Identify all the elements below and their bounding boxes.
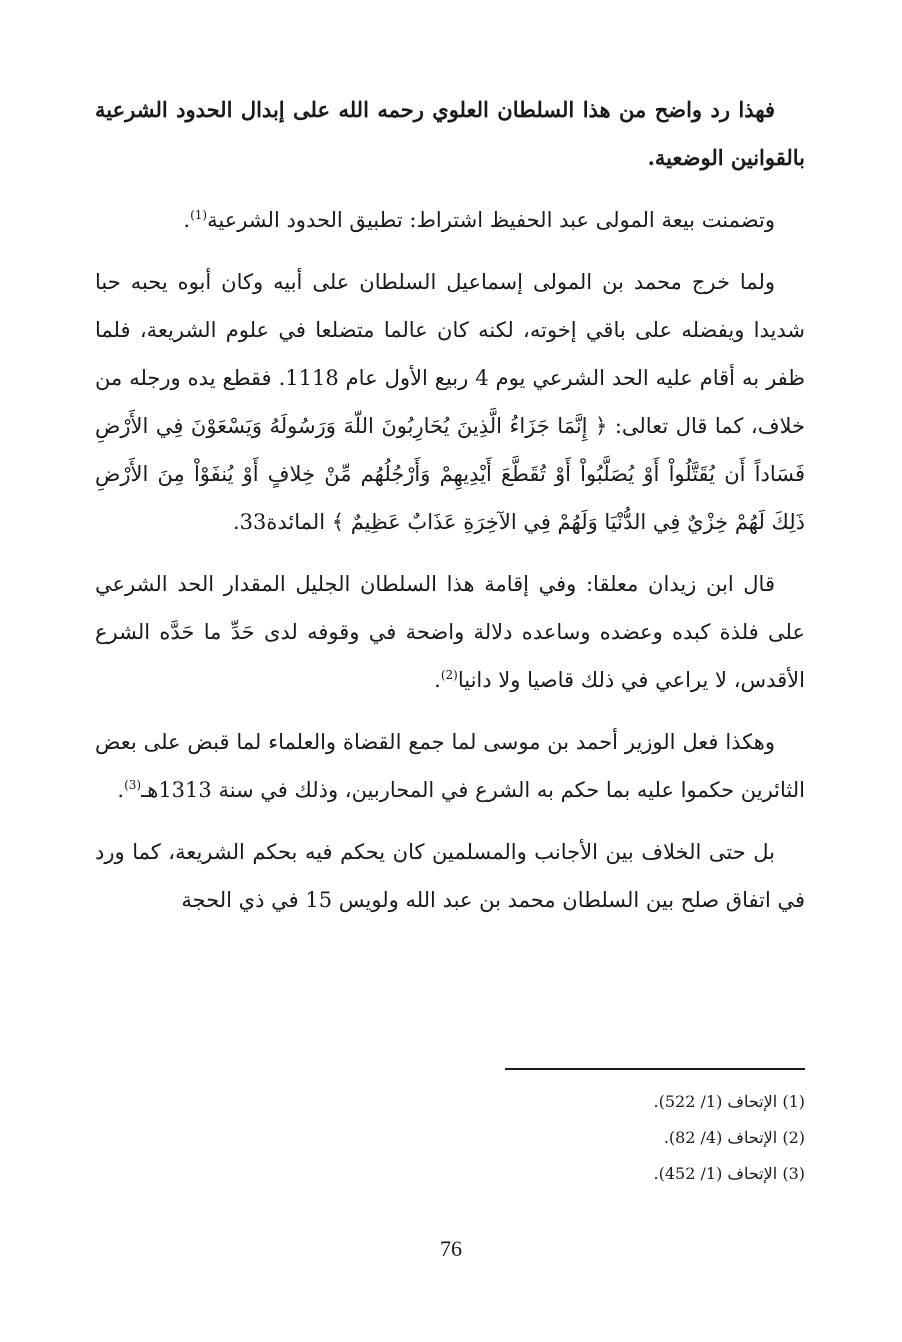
paragraph-2: وتضمنت بيعة المولى عبد الحفيظ اشتراط: تطبيق الحدود الشرعية$^{(1)}$. bbox=[183, 208, 775, 232]
footnote-separator bbox=[505, 1068, 805, 1070]
paragraph-4: قال ابن زيدان معلقا: وفي إقامة هذا السلطان الجليل المقدار الحد الشرعي على فلذة كبده وعضده وساعده دلالة واضحة في وقوفه لدى حَدِّ ما حَدَّه الشرع الأقدس، لا يراعي في ذلك قاصيا ولا دانيا$^{(2)}$. bbox=[95, 572, 805, 692]
page-number: 76 bbox=[440, 1236, 462, 1261]
footnote-ref-2[interactable]: (2) bbox=[440, 668, 458, 682]
paragraph-6: بل حتى الخلاف بين الأجانب والمسلمين كان يحكم فيه بحكم الشريعة، كما ورد في اتفاق صلح بين السلطان محمد بن عبد الله ولويس 15 في ذي الحجة bbox=[95, 840, 805, 912]
footnote-2: (2) الإتحاف (4/ 82). bbox=[663, 1128, 805, 1147]
footnote-ref-1[interactable]: (1) bbox=[190, 208, 208, 222]
main-text bbox=[95, 86, 805, 938]
footnote-1: (1) الإتحاف (1/ 522). bbox=[653, 1092, 805, 1111]
paragraph-5: وهكذا فعل الوزير أحمد بن موسى لما جمع القضاة والعلماء لما قبض على بعض الثائرين حكموا عليه بما حكم به الشرع في المحاربين، وذلك في سنة 1313هـ$^{(3)}$. bbox=[95, 730, 805, 802]
footnote-3: (3) الإتحاف (1/ 452). bbox=[653, 1164, 805, 1183]
footnotes bbox=[95, 1084, 805, 1192]
footnote-ref-3[interactable]: (3) bbox=[124, 778, 142, 792]
paragraph-3: ولما خرج محمد بن المولى إسماعيل السلطان على أبيه وكان أبوه يحبه حبا شديدا ويفضله على باقي إخوته، لكنه كان عالما متضلعا في علوم الشريعة، فلما ظفر به أقام عليه الحد الشرعي يوم 4 ربيع الأول عام 1118. فقطع يده ورجله من خلاف، كما قال تعالى: ﴿ إِنَّمَا جَزَاءُ الَّذِينَ يُحَارِبُونَ اللّهَ وَرَسُولَهُ وَيَسْعَوْنَ فِي الأَرْضِ فَسَاداً أَن يُقَتَّلُواْ أَوْ يُصَلَّبُواْ أَوْ تُقَطَّعَ أَيْدِيهِمْ وَأَرْجُلُهُم مِّنْ خِلافٍ أَوْ يُنفَوْاْ مِنَ الأَرْضِ ذَلِكَ لَهُمْ خِزْيٌ فِي الدُّنْيَا وَلَهُمْ فِي الآخِرَةِ عَذَابٌ عَظِيمٌ ﴾ المائدة33. bbox=[95, 270, 806, 534]
paragraph-1: فهذا رد واضح من هذا السلطان العلوي رحمه الله على إبدال الحدود الشرعية بالقوانين الوضعية. bbox=[95, 97, 805, 170]
